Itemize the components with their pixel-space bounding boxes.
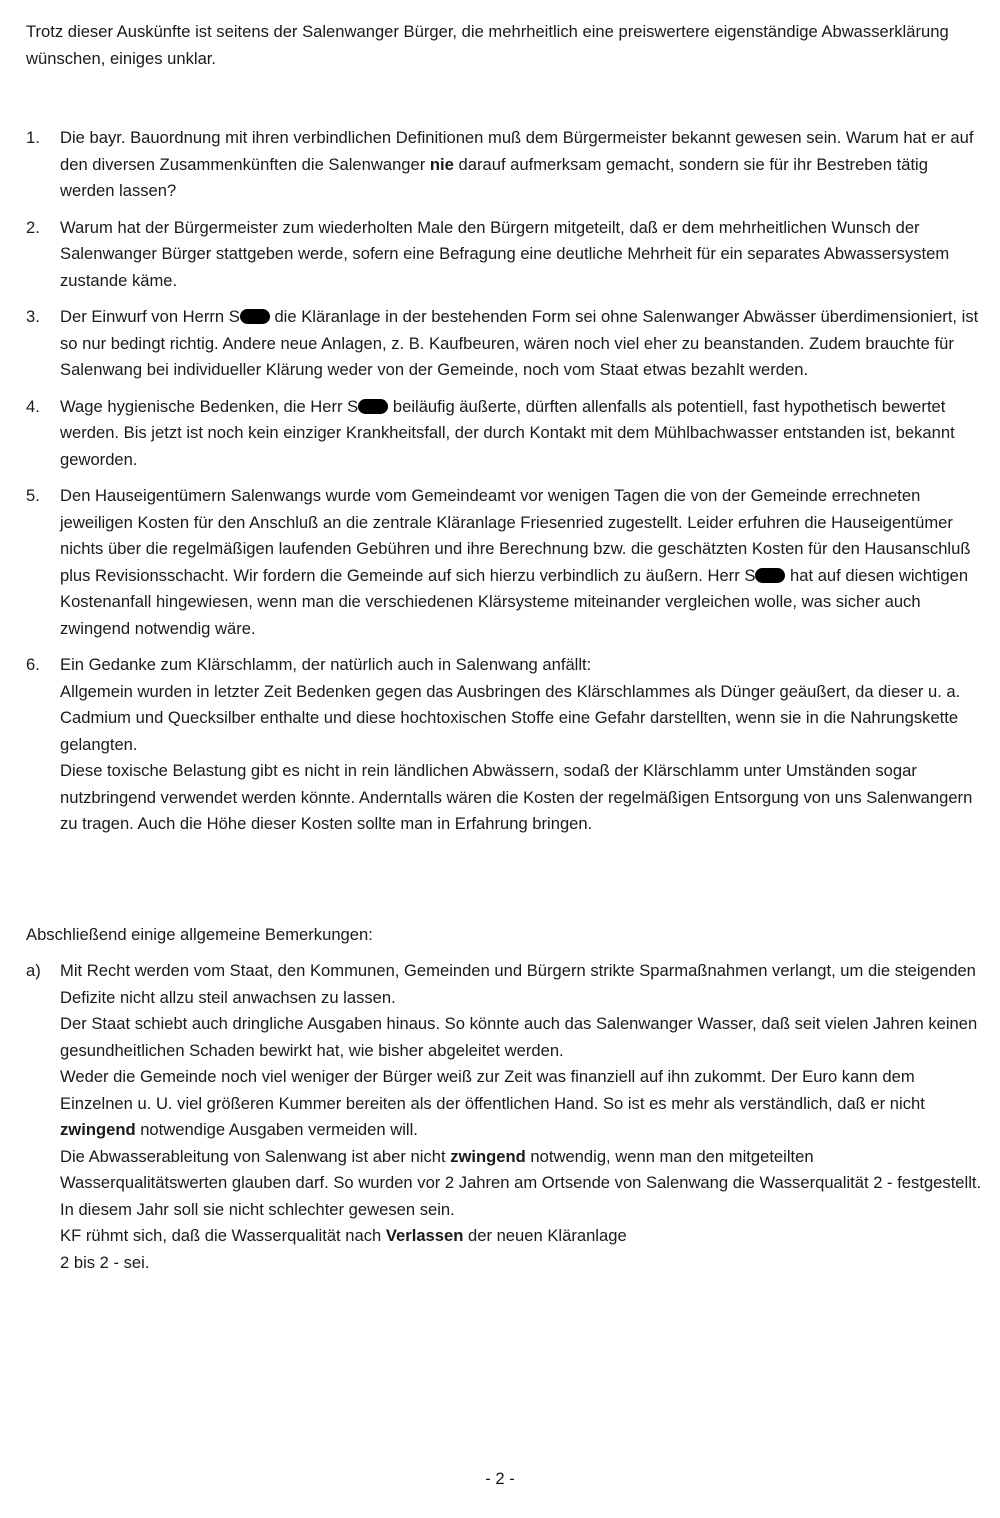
list-item bbox=[26, 215, 984, 295]
item-number: 2. bbox=[26, 217, 40, 237]
item-text: 2 bis 2 - sei. bbox=[60, 1252, 150, 1272]
item-text: Der Staat schiebt auch dringliche Ausgaben hinaus. So könnte auch das Salenwanger Wasser, daß seit vielen Jahren keinen gesundheitlichen Schaden bewirkt hat, wie bisher abgeleitet werden. bbox=[60, 1014, 978, 1060]
item-text: Diese toxische Belastung gibt es nicht in rein ländlichen Abwässern, sodaß der Klärschlamm unter Umständen sogar nutzbringend verwendet werden könnte. Anderntalls wären die Kosten der regelmäßigen Entsorgung von uns Salenwangern zu tragen. Auch die Höhe dieser Kosten sollte man in Erfahrung bringen. bbox=[60, 761, 973, 833]
closing-heading: Abschließend einige allgemeine Bemerkungen: bbox=[26, 924, 373, 944]
list-item bbox=[26, 304, 984, 384]
item-text: hat auf diesen wichtigen Kostenanfall hingewiesen, wenn man die verschiedenen Klärsysteme miteinander vergleichen wolle, was sicher auch zwingend notwendig wäre. bbox=[60, 565, 969, 638]
list-item bbox=[26, 483, 984, 642]
item-text: Den Hauseigentümern Salenwangs wurde vom Gemeindeamt vor wenigen Tagen die von der Gemeinde errechneten jeweiligen Kosten für den Anschluß an die zentrale Kläranlage Friesenried zugestellt. Leider erfuhren die Hauseigentümer nichts über die regelmäßigen laufenden Gebühren und ihre Berechnung bzw. die geschätzten Kosten für den Hausanschluß plus Revisionsschacht. Wir fordern die Gemeinde auf sich hierzu verbindlich zu äußern. Herr S bbox=[60, 486, 971, 585]
item-text: die Kläranlage in der bestehenden Form sei ohne Salenwanger Abwässer überdimensioniert, ist so nur bedingt richtig. Andere neue Anlagen, z. B. Kaufbeuren, wären noch viel eher zu beanstanden. Zudem brauchte für Salenwang bei individueller Klärung weder von der Gemeinde, noch vom Staat etwas bezahlt werden. bbox=[60, 307, 979, 379]
text-run: KF rühmt sich, daß die Wasserqualität nach bbox=[60, 1226, 386, 1245]
redaction-mark bbox=[240, 309, 270, 324]
item-number: 3. bbox=[26, 307, 40, 326]
item-number: 1. bbox=[26, 128, 40, 147]
text-run: notwendige Ausgaben vermeiden will. bbox=[135, 1120, 418, 1139]
item-number: a) bbox=[26, 961, 41, 980]
item-number: 5. bbox=[26, 486, 40, 505]
list-item bbox=[26, 125, 984, 205]
redaction-mark bbox=[755, 568, 785, 583]
intro-paragraph: Trotz dieser Auskünfte ist seitens der Salenwanger Bürger, die mehrheitlich eine preiswertere eigenständige Abwasserklärung wünschen, einiges unklar. bbox=[26, 22, 949, 68]
item-text: Mit Recht werden vom Staat, den Kommunen, Gemeinden und Bürgern strikte Sparmaßnahmen verlangt, um die steigenden Defizite nicht allzu steil anwachsen zu lassen. bbox=[60, 961, 976, 1007]
list-item bbox=[26, 652, 984, 838]
item-number: 4. bbox=[26, 396, 40, 416]
emphasis-text: zwingend bbox=[450, 1146, 526, 1166]
item-text: beiläufig äußerte, dürften allenfalls als potentiell, fast hypothetisch bewertet werden. Bis jetzt ist noch kein einziger Krankheitsfall, der durch Kontakt mit dem Mühlbachwasser entstanden ist, bekannt geworden. bbox=[60, 396, 955, 469]
item-text bbox=[60, 1064, 984, 1144]
item-text: Warum hat der Bürgermeister zum wiederholten Male den Bürgern mitgeteilt, daß er dem mehrheitlichen Wunsch der Salenwanger Bürger stattgeben werde, sofern eine Befragung eine deutliche Mehrheit für ein separates Abwassersystem zustande käme. bbox=[60, 217, 950, 290]
document-page bbox=[26, 19, 984, 1276]
list-item bbox=[26, 394, 984, 474]
page-number: - 2 - bbox=[485, 1469, 515, 1488]
item-text bbox=[60, 1144, 984, 1224]
item-text: darauf aufmerksam gemacht, sondern sie für ihr Bestreben tätig werden lassen? bbox=[60, 154, 928, 200]
text-run: Die Abwasserableitung von Salenwang ist aber nicht bbox=[60, 1146, 451, 1166]
item-text: Der Einwurf von Herrn S bbox=[60, 307, 240, 326]
list-item bbox=[26, 958, 984, 1276]
item-text bbox=[60, 1223, 984, 1250]
text-run: notwendig, wenn man den mitgeteilten Wasserqualitätswerten glauben darf. So wurden vor 2 Jahren am Ortsende von Salenwang die Wasserqualität 2 - festgestellt. In diesem Jahr soll sie nicht schlechter gewesen sein. bbox=[60, 1146, 982, 1219]
emphasis-text: zwingend bbox=[60, 1120, 136, 1139]
item-text: Ein Gedanke zum Klärschlamm, der natürlich auch in Salenwang anfällt: bbox=[60, 655, 592, 674]
question-list bbox=[26, 125, 984, 838]
remark-list bbox=[26, 958, 984, 1276]
emphasis-text: Verlassen bbox=[385, 1226, 464, 1245]
item-text: Wage hygienische Bedenken, die Herr S bbox=[60, 396, 359, 416]
item-number: 6. bbox=[26, 655, 40, 674]
text-run: Weder die Gemeinde noch viel weniger der Bürger weiß zur Zeit was finanziell auf ihn zukommt. Der Euro kann dem Einzelnen u. U. viel größeren Kummer bereiten als der öffentlichen Hand. So ist es mehr als verständlich, daß er nicht bbox=[60, 1067, 925, 1113]
emphasis-text: nie bbox=[429, 154, 454, 174]
item-text: Allgemein wurden in letzter Zeit Bedenken gegen das Ausbringen des Klärschlammes als Dünger geäußert, da dieser u. a. Cadmium und Quecksilber enthalte und diese hochtoxischen Stoffe eine Gefahr darstellten, wenn sie in die Nahrungskette gelangten. bbox=[60, 681, 961, 754]
text-run: der neuen Kläranlage bbox=[463, 1226, 627, 1245]
item-text: Die bayr. Bauordnung mit ihren verbindlichen Definitionen muß dem Bürgermeister bekannt gewesen sein. Warum hat er auf den diversen Zusammenkünften die Salenwanger bbox=[60, 128, 974, 174]
redaction-mark bbox=[358, 399, 388, 414]
